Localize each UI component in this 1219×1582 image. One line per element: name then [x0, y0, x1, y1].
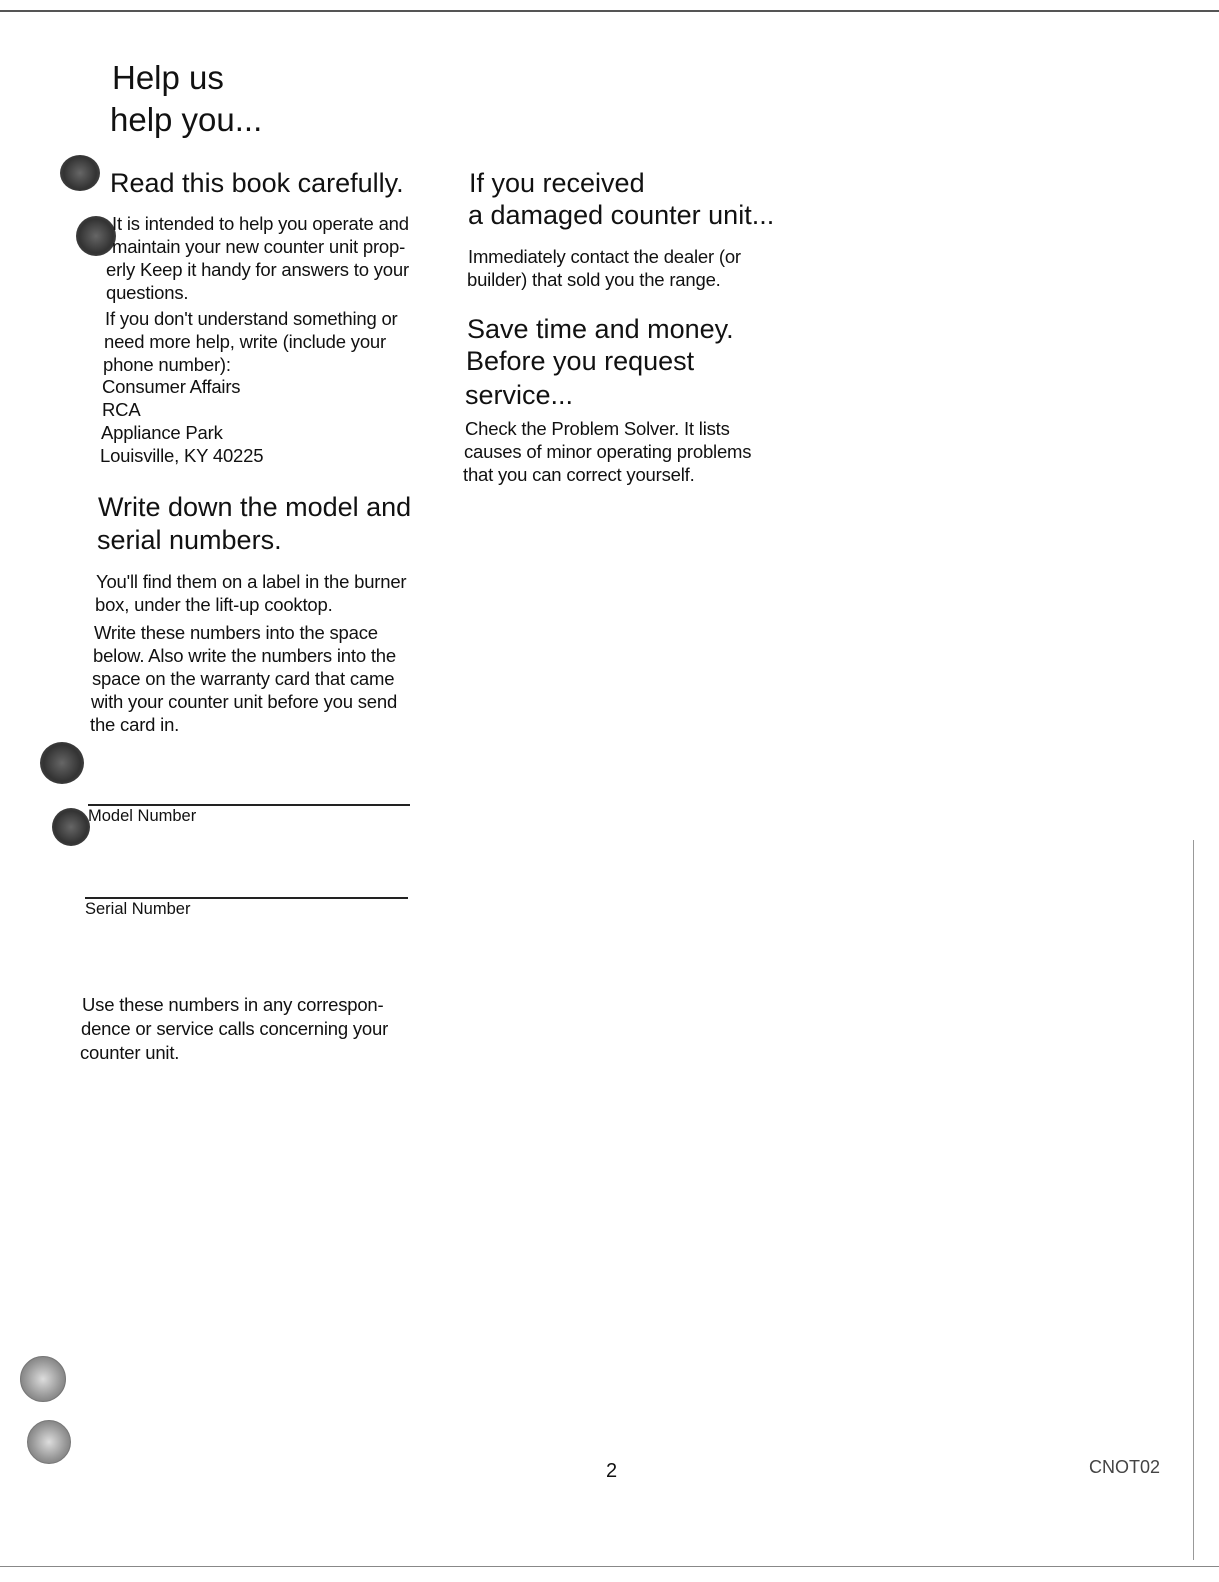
punch-hole-icon: [20, 1356, 66, 1402]
model-number-label: Model Number: [88, 807, 197, 825]
page-number: 2: [606, 1460, 618, 1482]
section-heading: If you received: [469, 168, 645, 198]
document-code: CNOT02: [1089, 1457, 1161, 1477]
section-heading: serial numbers.: [97, 525, 282, 555]
section-heading: Before you request: [466, 346, 695, 376]
model-number-line: [88, 804, 410, 806]
section-heading: Save time and money.: [467, 314, 734, 344]
section-heading: Read this book carefully.: [110, 168, 404, 198]
section-heading: a damaged counter unit...: [468, 200, 775, 230]
punch-hole-icon: [40, 742, 84, 784]
punch-hole-icon: [52, 808, 90, 846]
section-heading: Write down the model and: [98, 492, 412, 522]
punch-hole-icon: [60, 155, 100, 191]
punch-hole-icon: [76, 216, 116, 256]
punch-hole-icon: [27, 1420, 71, 1464]
serial-number-label: Serial Number: [85, 900, 191, 918]
scan-border-right: [1193, 840, 1194, 1560]
section-heading: service...: [465, 380, 574, 410]
scan-border-top: [0, 10, 1219, 12]
scan-border-bottom: [0, 1566, 1219, 1567]
serial-number-line: [85, 897, 408, 899]
